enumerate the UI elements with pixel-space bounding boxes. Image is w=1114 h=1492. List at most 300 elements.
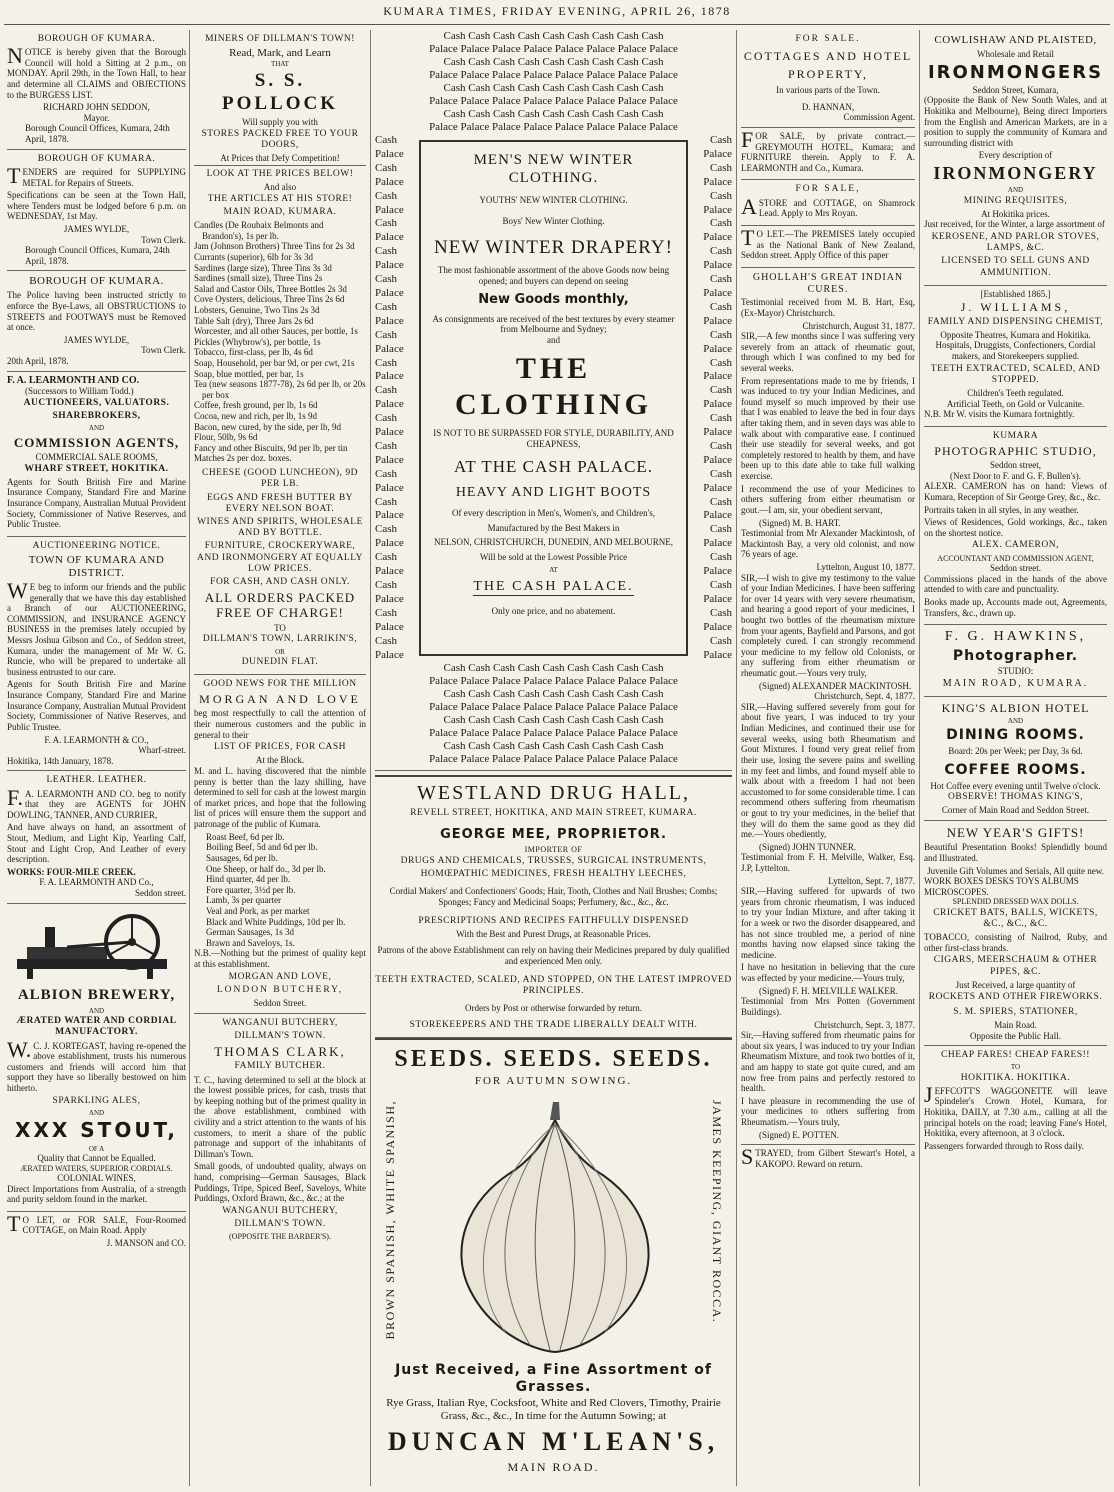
ad-footer: MAIN ROAD. [507,1459,600,1474]
ad-line: THE ARTICLES AT HIS STORE! [207,193,353,204]
ad-line: KUMARA [992,430,1039,441]
price-list-item: Lobsters, Genuine, Two Tins 2s 3d [194,304,320,315]
cash-palace-border-word: Palace [375,147,404,160]
merchant-name: F. G. HAWKINS, [944,629,1087,645]
testimonial-intro: Testimonial from Mr Alexander Mackintosh, of Mackintosh Bay, a very old colonist, and now 76 years of age. [741,528,915,560]
cash-palace-border-word: Palace [703,481,732,494]
cash-palace-border-word: Palace [703,509,732,522]
ad-subtitle: ÆRATED WATER AND CORDIAL MANUFACTORY. [16,1016,177,1038]
ad-subtitle: FOR AUTUMN SOWING. [474,1075,633,1088]
cash-palace-border-word: Palace [375,648,404,661]
ad-title: Photographer. [952,647,1079,664]
ad-body: FOR SALE, by private contract.— GREYMOUTH HOTEL, Kumara; and FURNITURE therein. Apply to F. A. LEARMONTH and Co., Kumara. [741,127,915,173]
ad-body: beg most respectfully to call the attention of their numerous customers and the public in general to their [194,708,366,740]
albion-brewery-ad [7,904,186,1212]
xxx-stout-logo: XXX STOUT, [15,1118,178,1143]
ad-line: COMMISSION AGENTS, [13,434,180,450]
ad-body: And have always on hand, an assortment of Stout, Medium, and Light Kip, Yearling Calf, Stout and Light Crop, And Leather of every description. [7,822,186,865]
cash-palace-border-word: Palace [375,537,404,550]
column-3 [372,30,735,1486]
cash-palace-border-word: Palace [375,592,404,605]
cash-palace-border-word: Cash [375,161,397,174]
cash-palace-border-word: Palace [703,453,732,466]
premises-to-let-ad [741,226,915,268]
ad-line: Boys' New Winter Clothing. [502,215,605,226]
ad-body: Views of Residences, Gold workings, &c., taken on the shortest notice. [924,517,1107,538]
ad-title: BOROUGH OF KUMARA. [37,34,156,44]
column-1 [4,30,189,1486]
ad-footer: Only one price, and no abatement. [491,606,616,617]
testimonial-signature: (Signed) JOHN TUNNER. [759,841,857,852]
cash-palace-border-word: Palace [703,231,732,244]
ad-line: OBSERVE! THOMAS KING'S, [948,792,1083,803]
ad-footer: Borough Council Offices, Kumara, 24th April, 1878. [25,123,170,145]
cash-palace-border-word: Palace [703,426,732,439]
ad-line: Every description of [978,150,1053,161]
cash-palace-border-row: Palace Palace Palace Palace Palace Palace Palace Palace [429,69,678,81]
cash-palace-border-right [692,134,732,662]
ad-title: GOOD NEWS FOR THE MILLION [203,679,357,690]
ad-line: Corner of Main Road and Seddon Street. [941,805,1090,816]
price-list-item: Tea (new seasons 1877-78), 2s 6d per lb, or 20s per box [194,379,366,400]
ad-line: In various parts of the Town. [776,85,880,96]
ad-line: AND [88,1006,105,1015]
ad-line: Seddon street. [990,563,1041,574]
learmonth-auctioneers-ad [7,372,186,537]
ad-line: With the Best and Purest Drugs, at Reasonable Prices. [456,928,651,939]
new-years-gifts-ad [924,821,1107,1046]
ad-line: REVELL STREET, HOKITIKA, AND MAIN STREET, KUMARA. [410,808,697,819]
cash-palace-border-word: Cash [710,273,732,286]
signature: JAMES WYLDE, [63,334,130,345]
cash-palace-border-word: Cash [375,384,397,397]
cash-palace-frame [419,140,688,656]
ad-body: Cordial Makers' and Confectioners' Goods; Hair, Tooth, Clothes and Nail Brushes; Combs; Sponges; Fancy and Medicinal Soaps; Perfumery, &c., &c., &c. [389,886,718,908]
westland-drug-hall-ad [375,775,732,1037]
cash-palace-border-word: Cash [375,495,397,508]
ad-line: SHAREBROKERS, [52,411,141,422]
merchant-name: S. S. POLLOCK [221,70,338,114]
ad-line: PRESCRIPTIONS AND RECIPES FAITHFULLY DISPENSED [418,915,689,926]
price-list-item: Bacon, new cured, by the side, per lb, 9d [194,421,341,432]
ad-line: Seddon Street. [253,998,307,1009]
ad-line: Wholesale and Retail [977,48,1054,59]
price-list-item: Matches 2s per doz. boxes. [194,453,292,464]
testimonial-date: Lyttelton, Sept. 7, 1877. [828,875,915,886]
company-name: COWLISHAW AND PLAISTED, [934,34,1097,46]
meat-price-item: Brawn and Saveloys, 1s. [206,937,295,948]
price-list-item: Jam (Johnson Brothers) Three Tins for 2s 3d [194,241,355,252]
ad-line: At Hokitika prices. [981,208,1050,219]
ad-line: IMPORTER OF [524,844,583,854]
ad-line: WANGANUI BUTCHERY, [222,1205,338,1216]
ad-title: NEW YEAR'S GIFTS! [946,825,1085,841]
cash-palace-border-word: Cash [375,412,397,425]
testimonial-body: SIR,—I wish to give my testimony to the value of your Indian Medicines. I have been suffering for over 14 years with very severe rheumatism, and hearing a good report of your medicines, I bought two bottles of the rheumatism mixture from your agents, Bayfield and Parsons, and got completely cured. I can strongly recommend your medicine to my fellow old Colonists, or any suffering from either rheumatism or rheumatic gout.—Yours very truly, [741,572,915,679]
signature: JAMES WYLDE, [63,223,130,234]
ad-line: Will supply you with [242,117,318,128]
ad-body: NELSON, CHRISTCHURCH, DUNEDIN, AND MELBOURNE, [433,537,673,548]
price-list-item: Sardines (large size), Three Tins 3s 3d [194,262,332,273]
seed-varieties-right: JAMES KEEPING, GIANT ROCCA. [710,1100,724,1324]
ad-line: Hot Coffee every evening until Twelve o'clock. [930,780,1101,791]
greymouth-hotel-sale-ad [741,128,915,180]
cash-palace-border-word: Cash [710,579,732,591]
store-cottage-sale-ad [741,180,915,225]
ad-body: Passengers forwarded through to Ross daily. [924,1140,1084,1151]
cash-palace-border-word: Cash [710,523,732,536]
cash-palace-border-word: Palace [375,231,404,244]
signature: F. A. LEARMONTH AND Co., [39,877,154,888]
ad-footer: 20th April, 1878. [7,356,69,366]
meat-price-item: Lamb, 3s per quarter [206,895,281,906]
ad-line: OF A [88,1144,105,1153]
ad-line: LICENSED TO SELL GUNS AND AMMUNITION. [941,256,1090,278]
ad-line: TO [1010,1063,1021,1072]
cash-palace-border-word: Cash [375,134,397,146]
ad-line: MORGAN AND LOVE, [228,971,332,982]
testimonial-body: From representations made to me by friends, I was induced to try your Indian Medicines, and found myself so much improved by their use that I was enabled to leave the bed in four days after taking them, and in seven days was able to walk about with comparative ease. I continued their use steadily for several weeks, and got completely restored to health by them, and have been up to this date able to take full walking exercise. [741,375,915,482]
borough-notice-tenders [7,150,186,272]
cash-palace-border-word: Palace [375,342,404,355]
masthead: KUMARA TIMES, FRIDAY EVENING, APRIL 26, 1878 [383,4,731,18]
cash-palace-border-word: Palace [703,342,732,355]
ad-line: TEETH EXTRACTED, SCALED, AND STOPPED. [930,363,1101,385]
ad-line: Artificial Teeth, on Gold or Vulcanite. [946,398,1085,409]
morgan-love-ad [194,675,366,1014]
ad-line: CHEESE (GOOD LUNCHEON), 9D PER LB. [201,468,358,490]
ad-line: LONDON BUTCHERY, [216,984,344,995]
ad-line: WORKS: FOUR-MILE CREEK. [7,866,136,877]
column-divider [189,30,190,1486]
ad-title: MINERS OF DILLMAN'S TOWN! [205,34,355,44]
ad-line: (Next Door to F. and G. F. Bullen's). [950,470,1081,481]
ad-body: Books made up, Accounts made out, Agreements, Transfers, &c., drawn up. [924,596,1107,618]
cash-palace-border-word: Palace [375,175,404,188]
cash-palace-border-row: Palace Palace Palace Palace Palace Palace Palace Palace [429,727,678,740]
ad-line: Just Received, a large quantity of [955,979,1076,990]
ad-body: M. and L. having discovered that the nimble penny is better than the lazy shilling, have determined to sell for cash at the lowest margin of market prices, and hope that the following list of prices will ensure them the support and patronage of the public of Kumara. [194,766,366,830]
ad-body: The Police having been instructed strictly to enforce the Bye-Laws, all OBSTRUCTIONS to STREETS and FOOTWAYS must be Removed at once. [7,290,186,333]
meat-price-item: Boiling Beef, 5d and 6d per lb. [206,842,318,853]
testimonial-signature: (Signed) F. H. MELVILLE WALKER. [759,985,899,996]
cash-palace-border-word: Palace [375,286,404,299]
ad-body: Specifications can be seen at the Town Hall, where Tenders must be lodged before 6 p.m. on WEDNESDAY, 1st May. [7,190,186,222]
photographic-studio-ad [924,427,1107,625]
ad-title: LEATHER. LEATHER. [46,775,147,786]
ad-title: SEEDS. SEEDS. SEEDS. [394,1045,713,1072]
cash-palace-border-row: Palace Palace Palace Palace Palace Palace Palace Palace [429,753,678,766]
ad-line: (OPPOSITE THE BARBER'S). [229,1232,331,1242]
cash-palace-border-word: Cash [710,356,732,369]
ad-line: KEROSENE, AND PARLOR STOVES, LAMPS, &C. [931,231,1100,254]
ad-line: [Established 1865.] [980,288,1051,299]
price-list-item: Cocoa, new and rich, per lb, 1s 9d [194,411,317,422]
ghollah-indian-cures-ad [741,268,915,1146]
testimonial-date: Christchurch, Sept. 3, 1877. [814,1019,915,1030]
cash-palace-border-row: Cash Cash Cash Cash Cash Cash Cash Cash Cash [443,662,664,675]
cash-palace-border-bottom [375,662,732,766]
cash-palace-border-word: Cash [710,328,732,341]
strayed-notice [741,1145,915,1175]
cash-palace-border-word: Palace [703,203,732,216]
testimonial-body: SIR,—A few months since I was suffering very severely from an attack of rheumatic gout, through which I was confined to my bed for several weeks. [741,331,915,373]
cash-palace-border-word: Palace [703,147,732,160]
cash-palace-border-word: Palace [703,592,732,605]
ad-body: Portraits taken in all styles, in any weather. [924,504,1079,515]
cash-palace-border-word: Palace [375,398,404,411]
cash-palace-border-word: Palace [703,314,732,327]
signature-title: Town Clerk. [141,345,186,356]
kings-albion-hotel-ad [924,697,1107,821]
column-divider [370,30,371,1486]
ad-title: CHEAP FARES! CHEAP FARES!! [941,1050,1090,1061]
ad-line: WINES AND SPIRITS, WHOLESALE AND BY BOTTLE. [197,516,363,539]
cash-palace-border-word: Palace [375,620,404,633]
cash-palace-border-word: Palace [375,509,404,522]
cash-palace-border-row: Cash Cash Cash Cash Cash Cash Cash Cash Cash [443,56,664,68]
ad-title: WANGANUI BUTCHERY, [222,1017,338,1028]
ad-title: THE CASH PALACE. [473,579,633,597]
testimonial-intro: Testimonial received from M. B. Hart, Esq, (Ex-Mayor) Christchurch. [741,297,915,318]
ad-body: As consignments are received of the best textures by every steamer from Melbourne and Sydney; [432,313,675,335]
ad-body: Patrons of the above Establishment can rely on having their Medicines prepared by duly qualified and experienced Men only. [377,945,730,967]
meat-price-item: Black and White Puddings, 10d per lb. [206,916,346,927]
ad-title: GHOLLAH'S GREAT INDIAN CURES. [752,271,904,295]
testimonial-body: SIR,—Having suffered severely from gout for about five years, I was induced to try your Indian Medicines, and continued their use for several weeks, using both Rheumatism and Gout Mixtures. I found very great relief from their use, losing the severe pains and swelling in my feet and limbs, and found myself able to walk about with a freedom I had not been accustomed to for some considerable time. I can recommend others suffering from rheumatism or gout to try your medicines, in the belief that they will do them the same good as they did me.—Yours obediently, [741,701,915,840]
ad-body: Rye Grass, Italian Rye, Cocksfoot, White and Red Clovers, Timothy, Prairie Grass, &c., &c., In time for the Autumn Sowing; at [386,1397,721,1423]
signature-title: Town Clerk. [141,234,186,245]
ad-title: AT THE CASH PALACE. [453,457,654,477]
steam-engine-illustration [7,907,177,983]
price-list-item: Coffee, fresh ground, per lb, 1s 6d [194,400,318,411]
cash-palace-border-word: Palace [375,314,404,327]
ad-title: DINING ROOMS. [946,726,1085,743]
proprietor-name: GEORGE MEE, PROPRIETOR. [440,827,667,843]
ad-body: Hospitals, Druggists, Confectioners, Cordial makers, and Storekeepers supplied. [935,340,1096,361]
ad-title: ALBION BREWERY, [17,987,176,1004]
ad-line: STORES PACKED FREE TO YOUR DOORS, [201,128,359,151]
cash-palace-border-left [375,134,415,662]
cash-palace-border-row: Cash Cash Cash Cash Cash Cash Cash Cash Cash [443,82,664,94]
cowlishaw-ironmongers-ad [924,30,1107,286]
ad-footer: Borough Council Offices, Kumara, 24th April, 1878. [25,245,170,266]
testimonial-date: Lyttelton, August 10, 1877. [816,561,915,572]
ad-line: AND [1007,716,1024,725]
cash-palace-border-word: Cash [375,328,397,341]
price-list-item: Soap, Household, per bar 9d, or per cwt, 21s [194,358,355,368]
ad-line: COLONIAL WINES, [57,1173,136,1183]
borough-notice-burgess [7,30,186,150]
column-5 [921,30,1110,1486]
wanganui-butchery-ad [194,1014,366,1246]
ad-line: DUNEDIN FLAT. [241,656,319,667]
cash-palace-border-row: Cash Cash Cash Cash Cash Cash Cash Cash Cash [443,688,664,701]
ad-line: DILLMAN'S TOWN. [234,1219,326,1230]
column-4 [738,30,918,1486]
ad-title: WESTLAND DRUG HALL, [417,782,690,805]
signature: D. HANNAN, [801,101,855,112]
testimonial-body: Sir,—Having suffered from rheumatic pains for about six years, I was induced to try your Indian Rheumatism Mixture, and took two bottles of it, and am happy to state got quite cured, and am now free from pains and perfectly restored to health. [741,1030,915,1094]
meat-price-item: Hind quarter, 4d per lb. [206,874,291,885]
ad-body: Just received, for the Winter, a large assortment of [924,219,1105,230]
cash-palace-border-word: Cash [375,217,397,230]
ad-line: AND [88,424,105,433]
ad-body: STRAYED, from Gilbert Stewart's Hotel, a KAKOPO. Reward on return. [741,1144,915,1170]
ad-line: SPARKLING ALES, [52,1095,141,1106]
cash-palace-border-word: Palace [703,565,732,578]
cash-palace-ad [375,30,732,771]
ad-line: Board: 20s per Week; per Day, 3s 6d. [948,745,1083,756]
ad-title: Just Received, a Fine Assortment of Grasses. [395,1362,712,1395]
ad-line: ALL ORDERS PACKED FREE OF CHARGE! [204,590,356,621]
ad-title: KING'S ALBION HOTEL [941,700,1090,715]
testimonial-body: I have pleasure in recommending the use of your medicines to others suffering from Rheumatism.—Yours truly, [741,1095,915,1128]
ad-title: IRONMONGERY [933,163,1098,184]
ad-body: Of every description in Men's, Women's, and Children's, [452,507,655,518]
signature-title: Seddon street. [135,888,186,899]
ad-line: LIST OF PRICES, FOR CASH [214,742,346,753]
signature-title: Commission Agent. [843,112,915,123]
meat-price-item: Sausages, 6d per lb. [206,852,278,863]
ad-line: CIGARS, MEERSCHAUM & OTHER PIPES, &C. [933,955,1098,977]
williams-chemist-ad [924,286,1107,427]
cash-palace-border-word: Palace [703,286,732,299]
price-list-item: Currants (superior), 6lb for 3s 3d [194,251,313,262]
cash-palace-border-word: Palace [375,481,404,494]
ad-footer: Hokitika, 14th January, 1878. [7,755,114,766]
ad-line: At Prices that Defy Competition! [220,153,340,164]
cash-palace-border-word: Palace [703,620,732,633]
ad-subtitle: FAMILY AND DISPENSING CHEMIST, [927,316,1104,327]
ad-body: NOTICE is hereby given that the Borough Council will hold a Sitting at 2 p.m., on MONDAY. April 29th, in the Town Hall, to hear and determine all CLAIMS and OBJECTIONS to the BURGESS LIST. [7,43,186,100]
testimonial-body: I have no hesitation in believing that the cure was effected by your medicine.—Yours truly, [741,962,915,984]
ad-body: T. C., having determined to sell at the block at the lowest possible prices, for cash, trusts that by keeping nothing but of the primest quality in the above establishment, combined with civility and a strict attention to the wants of his customers, to merit a share of the public patronage and support of the inhabitants of Dillman's Town. [194,1074,366,1159]
ad-body: W.C. J. KORTEGAST, having re-opened the above establishment, trusts his numerous customers and friends will accord him that support they have so liberally bestowed on him hitherto. [7,1036,186,1094]
price-list-item: Worcester, and all other Sauces, per bottle, 1s [194,326,358,337]
ad-title: DILLMAN'S TOWN. [234,1030,326,1041]
cash-palace-border-word: Palace [703,648,732,661]
cash-palace-border-row: Cash Cash Cash Cash Cash Cash Cash Cash Cash [443,714,664,727]
cash-palace-border-word: Cash [710,606,732,619]
ad-line: and [547,334,560,345]
ad-line: WORK BOXES DESKS TOYS ALBUMS MICROSCOPES. [924,876,1079,897]
price-list-item: Soap, blue mottled, per bar, 1s [194,368,304,379]
cash-palace-border-word: Palace [703,259,732,272]
cash-palace-border-word: Cash [710,300,732,313]
price-list-item: Flour, 50lb, 9s 6d [194,432,258,443]
cash-palace-border-word: Cash [710,189,732,202]
ad-line: Juvenile Gift Volumes and Serials, All quite new. [927,865,1104,876]
to-let-cottage-ad [7,1212,186,1253]
meat-price-item: Veal and Pork, as per market [206,905,310,916]
ad-line: TEETH EXTRACTED, SCALED, AND STOPPED, ON THE LATEST IMPROVED PRINCIPLES. [375,974,732,996]
price-list-item: Table Salt (dry), Three Jars 2s 6d [194,315,314,326]
ad-body: Beautiful Presentation Books! Splendidly bound and Illustrated. [924,842,1107,863]
for-sale-cottages-ad [741,30,915,128]
cash-palace-border-word: Palace [703,398,732,411]
ad-line: AT [549,566,558,575]
ad-title: AUCTIONEERING NOTICE. [32,540,161,551]
testimonial-body: I recommend the use of your Medicines to others suffering from either rheumatism or gout.—I am, sir, your obedient servant, [741,483,915,515]
cash-palace-border-row: Palace Palace Palace Palace Palace Palace Palace Palace [429,43,678,55]
cash-palace-border-word: Cash [710,384,732,397]
cash-palace-border-word: Cash [375,523,397,536]
cash-palace-border-word: Cash [375,606,397,619]
ad-title: IRONMONGERS [927,61,1104,83]
ad-line: And also [263,182,297,193]
cash-palace-border-word: Cash [710,439,732,452]
ad-title: COFFEE ROOMS. [944,762,1087,779]
cash-palace-border-row: Cash Cash Cash Cash Cash Cash Cash Cash Cash [443,740,664,753]
ad-line: DRUGS AND CHEMICALS, TRUSSES, SURGICAL INSTRUMENTS, [400,856,707,866]
signature: J. MANSON and CO. [106,1238,186,1249]
signature: S. M. SPIERS, STATIONER, [953,1006,1078,1017]
cash-palace-border-word: Palace [375,565,404,578]
seed-varieties-left: BROWN SPANISH, WHITE SPANISH, [383,1100,397,1340]
ad-title: TOWN OF KUMARA AND DISTRICT. [28,554,165,580]
cash-palace-border-word: Cash [375,245,397,258]
ad-line: Children's Teeth regulated. [967,388,1064,398]
auctioneering-notice [7,537,186,772]
cash-palace-border-word: Cash [710,551,732,564]
ad-line: ÆRATED WATERS, SUPERIOR CORDIALS. [20,1163,173,1173]
column-2 [191,30,369,1486]
cash-palace-border-word: Palace [703,370,732,383]
ad-title: HEAVY AND LIGHT BOOTS [455,485,652,501]
company-name: F. A. LEARMONTH AND CO. [7,374,140,386]
ad-body: WE beg to inform our friends and the public generally that we have this day established a Branch of our AUCTIONEERING, COMMISSION, and INSURANCE AGENCY BUSINESS in the premises lately occupied by Messrs Joshua Gibson and Co., of Seddon street, Kumara, under the management of Mr W. G. Runcie, who will be prepared to undertake all business entrusted to our care. [7,578,186,677]
cash-palace-border-word: Cash [375,439,397,452]
cash-palace-border-word: Palace [703,175,732,188]
ad-line: SPLENDID DRESSED WAX DOLLS. [952,897,1079,907]
cash-palace-border-word: Cash [710,217,732,230]
meat-price-item: Roast Beef, 6d per lb. [206,831,285,842]
cash-palace-border-word: Cash [375,579,397,591]
ad-title: NEW WINTER DRAPERY! [434,236,673,258]
ad-body: ALEXR. CAMERON has on hand: Views of Kumara, Reception of Sir George Grey, &c., &c. [924,481,1107,503]
meat-price-item: German Sausages, 1s 3d [206,927,294,938]
ad-body: TOBACCO, consisting of Nailrod, Ruby, and other first-class brands. [924,932,1107,953]
price-list-item: Fancy and other Biscuits, 9d per lb, per tin [194,442,348,453]
cash-palace-border-word: Palace [375,259,404,272]
masthead-rule [4,24,1110,25]
ad-subtitle: (Successors to William Todd.) [25,386,134,397]
cash-palace-border-word: Palace [375,453,404,466]
price-list-item: Tobacco, first-class, per lb, 4s 6d [194,347,313,358]
ad-line: YOUTHS' NEW WINTER CLOTHING. [479,195,628,206]
ad-body: Direct Importations from Australia, of a strength and purity seldom found in the market. [7,1183,186,1205]
cash-palace-border-word: Cash [375,634,397,647]
ad-line: EGGS AND FRESH BUTTER BY EVERY NELSON BOAT. [206,492,354,514]
ad-body: The most fashionable assortment of the above Goods now being opened; and buyers can depend on seeing [437,265,670,286]
ad-line: LOOK AT THE PRICES BELOW! [194,165,366,180]
signature: F. A. LEARMONTH & CO., [44,734,149,745]
onion-illustration [435,1100,675,1360]
ad-body: Will be sold at the Lowest Possible Price [479,551,628,562]
ad-line: TO [274,622,286,633]
ad-line: DILLMAN'S TOWN, LARRIKIN'S, [202,634,358,645]
ad-body: Agents for South British Fire and Marine Insurance Company, Standard Fire and Marine Insurance Company, Australian Mutual Provident Society, Commissioner of Native Reserves, and Public Trustee. [7,476,186,530]
price-list [194,220,366,464]
cash-palace-border-word: Palace [703,537,732,550]
ad-body: TO LET.—The PREMISES lately occupied as the National Bank of New Zealand, Seddon street. Apply Office of this paper [741,224,915,261]
ad-body: JEFFCOTT'S WAGGONETTE will leave Spindeler's Crown Hotel, Kumara, for Hokitika, DAILY, at 7.30 a.m., calling at all the principal hotels on the road; leaving Fane's Hotel, Hokitika, every afternoon, at 3 o'clock. [924,1081,1107,1139]
ad-line: MAIN ROAD, KUMARA. [223,206,337,217]
ad-line: MAIN ROAD, KUMARA. [942,677,1089,689]
ad-title: BOROUGH OF KUMARA. [37,153,156,164]
price-list-item: Sardines (small size), Three Tins 2s [194,273,323,284]
